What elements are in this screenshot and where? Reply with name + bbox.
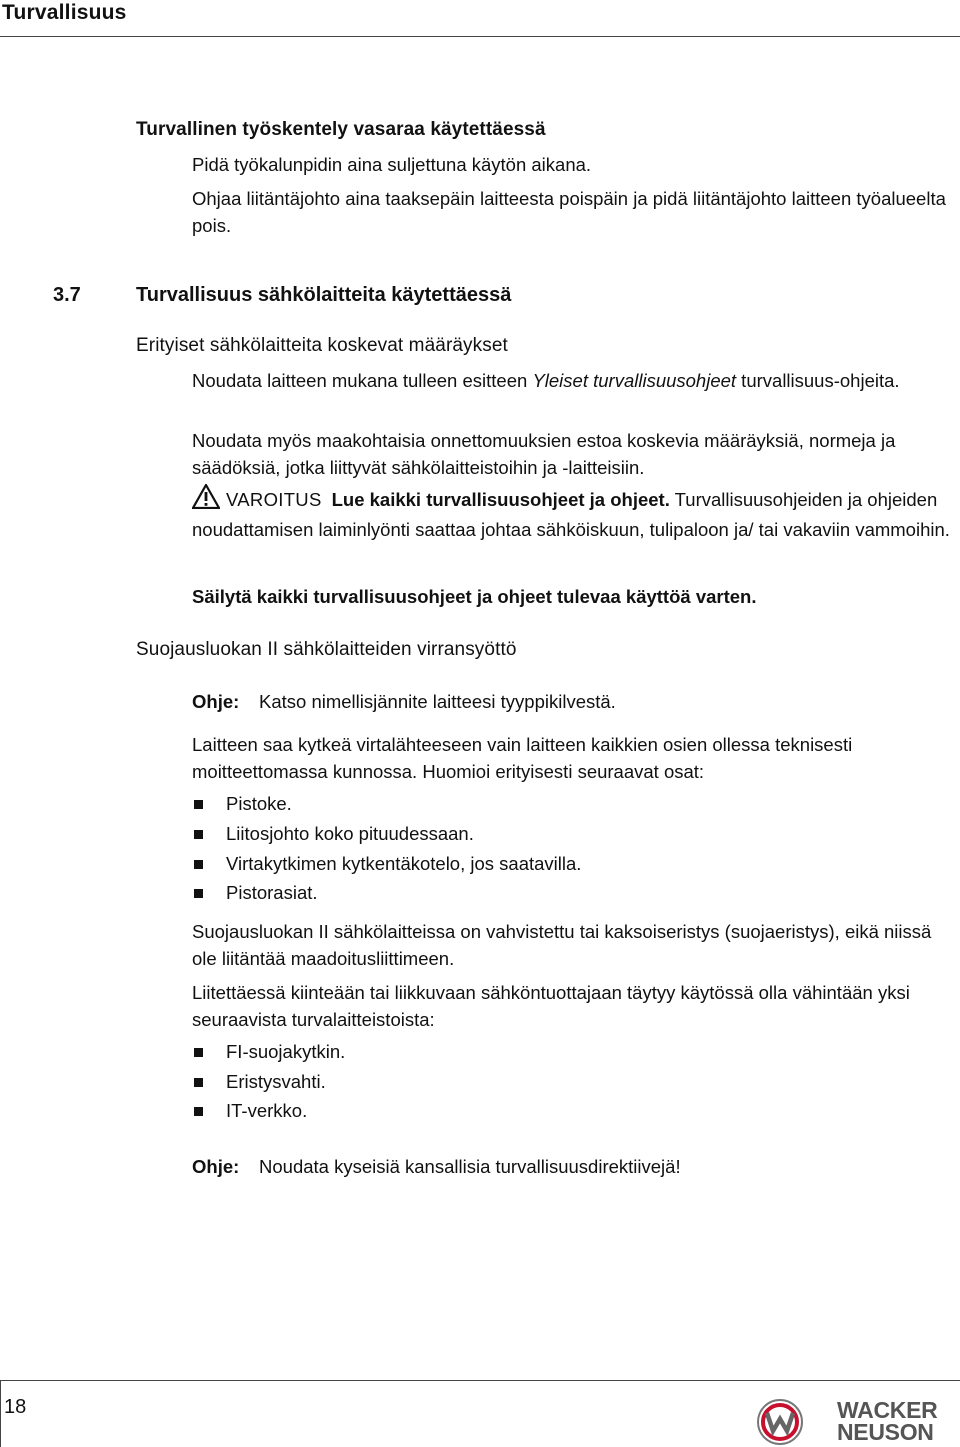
bullet-square-icon: [194, 860, 203, 869]
bullet-square-icon: [194, 1078, 203, 1087]
bullet-square-icon: [194, 1107, 203, 1116]
brochure-title: Yleiset turvallisuusohjeet: [532, 370, 737, 391]
page-number: 18: [4, 1396, 27, 1418]
logo-emblem-icon: [756, 1398, 808, 1446]
paragraph-national-rules: Noudata myös maakohtaisia onnettomuuksien estoa koskevia määräyksiä, normeja ja säädöksiä, jotka liittyvät sähkölaitteistoihin ja -laitteisiin.: [192, 430, 896, 478]
page-header-title: Turvallisuus: [2, 1, 127, 24]
list-item-text: Liitosjohto koko pituudessaan.: [226, 823, 474, 844]
bullet-square-icon: [194, 889, 203, 898]
footer-divider: [0, 1380, 960, 1381]
note-text: Noudata kyseisiä kansallisia turvallisuusdirektiivejä!: [259, 1156, 681, 1177]
bullet-square-icon: [194, 800, 203, 809]
list-item-text: IT-verkko.: [226, 1100, 308, 1121]
warning-lead: Lue kaikki turvallisuusohjeet ja ohjeet.: [331, 489, 670, 510]
warning-text: Turvallisuusohjeiden ja ohjeiden noudattamisen laiminlyönti saattaa johtaa sähköiskuun, tulipaloon ja/ tai vakaviin vammoihin.: [192, 489, 950, 540]
brochure-text-pre: Noudata laitteen mukana tulleen esitteen: [192, 370, 533, 391]
note-rated-voltage: [192, 688, 956, 715]
note-national-directives: [192, 1153, 956, 1180]
logo-wordmark: WACKER NEUSON: [837, 1397, 938, 1445]
footer-side-rule: [0, 1380, 1, 1447]
section-title: Turvallisuus sähkölaitteita käytettäessä: [136, 284, 512, 306]
list-item-text: Pistoke.: [226, 793, 292, 814]
bullet-square-icon: [194, 830, 203, 839]
list-item-text: Pistorasiat.: [226, 882, 318, 903]
subheading-power-supply: Suojausluokan II sähkölaitteiden virransyöttö: [136, 639, 517, 660]
wacker-neuson-logo: [752, 1396, 958, 1446]
list-item-text: Virtakytkimen kytkentäkotelo, jos saatavilla.: [226, 853, 582, 874]
list-item-text: Eristysvahti.: [226, 1071, 326, 1092]
paragraph-brochure: [192, 367, 950, 394]
section-heading-hammer: Turvallinen työskentely vasaraa käytettäessä: [136, 119, 546, 140]
bullet-square-icon: [194, 1048, 203, 1057]
header-divider: [0, 36, 960, 37]
paragraph-double-insulation: Suojausluokan II sähkölaitteissa on vahvistettu tai kaksoiseristys (suojaeristys), eikä niissä ole liitäntää maadoitusliittimeen.: [192, 921, 932, 969]
paragraph-tool-holder: Pidä työkalunpidin aina suljettuna käytön aikana.: [192, 154, 592, 175]
warning-block: [192, 484, 960, 543]
paragraph-connect-conditions: Laitteen saa kytkeä virtalähteeseen vain laitteen kaikkien osien ollessa teknisesti moitteettomassa kunnossa. Huomioi erityisesti seuraavat osat:: [192, 734, 853, 782]
paragraph-keep-instructions: Säilytä kaikki turvallisuusohjeet ja ohjeet tulevaa käyttöä varten.: [192, 586, 757, 607]
paragraph-cable: Ohjaa liitäntäjohto aina taaksepäin laitteesta poispäin ja pidä liitäntäjohto laitteen työalueelta pois.: [192, 188, 946, 236]
paragraph-generator: Liitettäessä kiinteään tai liikkuvaan sähköntuottajaan täytyy käytössä olla vähintään yksi seuraavista turvalaitteistoista:: [192, 982, 910, 1030]
warning-label: VAROITUS: [226, 489, 322, 510]
note-label: Ohje:: [192, 1156, 240, 1177]
section-number: 3.7: [53, 284, 81, 306]
note-label: Ohje:: [192, 691, 240, 712]
subheading-special-rules: Erityiset sähkölaitteita koskevat määräykset: [136, 335, 508, 356]
note-text: Katso nimellisjännite laitteesi tyyppikilvestä.: [259, 691, 616, 712]
warning-triangle-icon: [192, 484, 220, 516]
brochure-text-post: turvallisuus-ohjeita.: [736, 370, 900, 391]
list-item-text: FI-suojakytkin.: [226, 1041, 346, 1062]
